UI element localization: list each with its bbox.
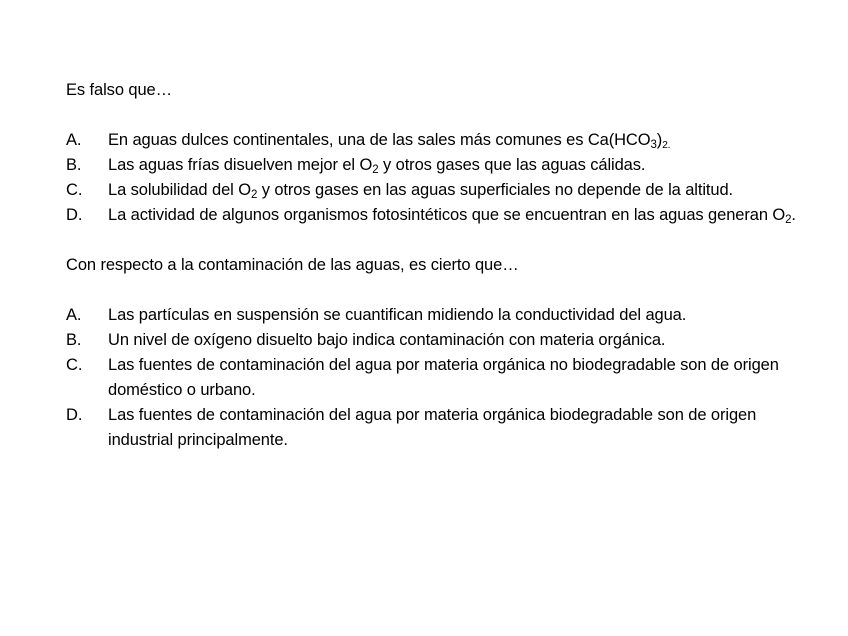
spacer [66,278,806,303]
question-1-option-a [66,128,806,153]
option-text: Un nivel de oxígeno disuelto bajo indica contaminación con materia orgánica. [108,331,666,349]
option-letter: D. [66,206,83,224]
option-letter: B. [66,331,82,349]
option-letter: D. [66,406,83,424]
question-1-option-b [66,153,806,178]
option-text: Las aguas frías disuelven mejor el $O_2$ y otros gases que las aguas cálidas. [108,156,646,176]
option-text: La solubilidad del $O_2$ y otros gases en las aguas superficiales no depende de la altitud. [108,181,734,201]
option-letter: A. [66,131,82,149]
option-letter: A. [66,306,82,324]
question-1-option-d [66,203,806,228]
option-text: Las fuentes de contaminación del agua por materia orgánica no biodegradable son de origen doméstico o urbano. [108,356,779,399]
question-2-title: Con respecto a la contaminación de las aguas, es cierto que… [66,256,519,274]
question-1-options [66,128,806,228]
option-text: Las fuentes de contaminación del agua por materia orgánica biodegradable son de origen industrial principalmente. [108,406,757,449]
question-2-option-c [66,353,806,403]
question-2-option-b [66,328,806,353]
option-text: Las partículas en suspensión se cuantifican midiendo la conductividad del agua. [108,306,687,324]
question-1 [66,78,806,228]
document-page [66,78,806,453]
question-1-title: Es falso que… [66,81,173,99]
option-text: En aguas dulces continentales, una de las sales más comunes es $Ca(HCO_3)_{2.}$ [108,131,671,151]
question-1-option-c [66,178,806,203]
spacer [66,228,806,253]
question-2 [66,253,806,453]
option-text: La actividad de algunos organismos fotosintéticos que se encuentran en las aguas generan $O_2$. [108,206,796,226]
option-letter: C. [66,356,83,374]
question-2-options [66,303,806,453]
option-letter: B. [66,156,82,174]
question-2-option-d [66,403,806,453]
question-2-option-a [66,303,806,328]
spacer [66,103,806,128]
option-letter: C. [66,181,83,199]
